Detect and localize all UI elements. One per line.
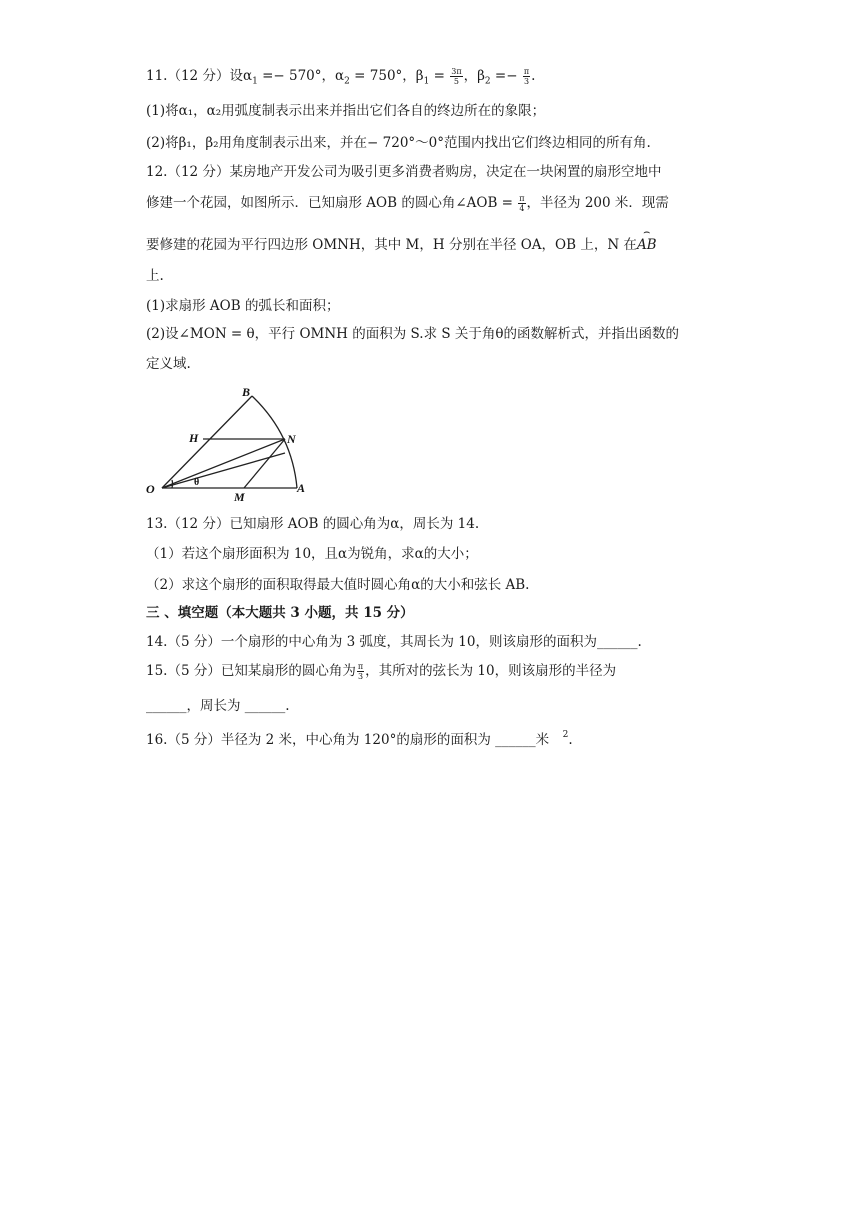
q12-part2: (2)设∠MON = θ，平行 OMNH 的面积为 S.求 S 关于角θ的函数解析式，并指出函数的 xyxy=(146,326,680,342)
subscript: 2 xyxy=(484,76,491,87)
q12-part1: (1)求扇形 AOB 的弧长和面积； xyxy=(146,298,340,314)
label-b: B xyxy=(242,385,251,399)
section-heading: 三 、填空题（本大题共 3 小题，共 15 分） xyxy=(146,605,414,621)
radius-ob xyxy=(162,396,252,488)
q13-stem: 13.（12 分）已知扇形 AOB 的圆心角为α，周长为 14. xyxy=(146,516,480,532)
q12-stem-line2: 修建一个花园，如图所示．已知扇形 AOB 的圆心角∠AOB = $\frac{\pi}{4}$ ，半径为 200 米．现需 xyxy=(146,194,669,213)
q11-part2: (2)将β₁，β₂用角度制表示出来，并在− 720°～0°范围内找出它们终边相同的所有角. xyxy=(146,135,651,151)
superscript: 2 xyxy=(562,730,569,740)
q16-stem: 16.（5 分）半径为 2 米，中心角为 120°的扇形的面积为 ______米 $^2$. xyxy=(146,730,573,748)
q12-stem-line4: 上. xyxy=(146,268,164,284)
q13-part2: （2）求这个扇形的面积取得最大值时圆心角α的大小和弦长 AB. xyxy=(146,577,530,593)
angle-arc xyxy=(172,480,173,488)
q11-part1: (1)将α₁，α₂用弧度制表示出来并指出它们各自的终边所在的象限； xyxy=(146,103,546,119)
q13-part1: （1）若这个扇形面积为 10，且α为锐角，求α的大小； xyxy=(146,546,478,562)
label-h: H xyxy=(189,431,199,445)
q11-stem: 11.（12 分）设$\alpha_1 =- 570^\circ$，$\alpha_2 = 750^\circ$，$\beta_1$ = $\frac{3\pi}{5}$ ，$\beta_2$ =− $\frac{\pi}{3}$ . xyxy=(146,67,536,87)
q14-stem: 14.（5 分）一个扇形的中心角为 3 弧度，其周长为 10，则该扇形的面积为______. xyxy=(146,634,642,650)
segment-on xyxy=(162,439,285,488)
label-a: A xyxy=(297,481,306,495)
subscript: 1 xyxy=(252,76,258,87)
fraction-3pi-over-5: $\frac{3\pi}{5}$ xyxy=(451,67,462,86)
q15-stem-line2: ______，周长为 ______. xyxy=(146,698,290,714)
sector-diagram xyxy=(142,382,317,504)
segment-inner xyxy=(162,453,285,488)
label-theta: θ xyxy=(194,477,200,488)
label-o: O xyxy=(146,482,155,496)
fraction-pi-over-3: $\frac{\pi}{3}$ xyxy=(357,662,364,681)
q12-part2-cont: 定义域. xyxy=(146,356,191,372)
fraction-pi-over-3: $\frac{\pi}{3}$ xyxy=(523,67,530,86)
label-n: N xyxy=(287,432,296,446)
label-m: M xyxy=(234,490,245,504)
q15-stem: 15.（5 分）已知某扇形的圆心角为 $\frac{\pi}{3}$ ，其所对的弦长为 10，则该扇形的半径为 xyxy=(146,662,617,681)
fraction-pi-over-4: $\frac{\pi}{4}$ xyxy=(519,194,525,213)
q12-stem-line1: 12.（12 分）某房地产开发公司为吸引更多消费者购房，决定在一块闲置的扇形空地中 xyxy=(146,164,662,180)
subscript: 2 xyxy=(344,76,350,87)
arc-ab: ⌢ AB xyxy=(637,235,657,255)
q12-stem-line3: 要修建的花园为平行四边形 OMNH，其中 M，H 分别在半径 OA，OB 上，N 在 ⌢ AB xyxy=(146,235,657,255)
subscript: 1 xyxy=(423,76,430,87)
arc-mark: ⌢ xyxy=(643,225,651,238)
